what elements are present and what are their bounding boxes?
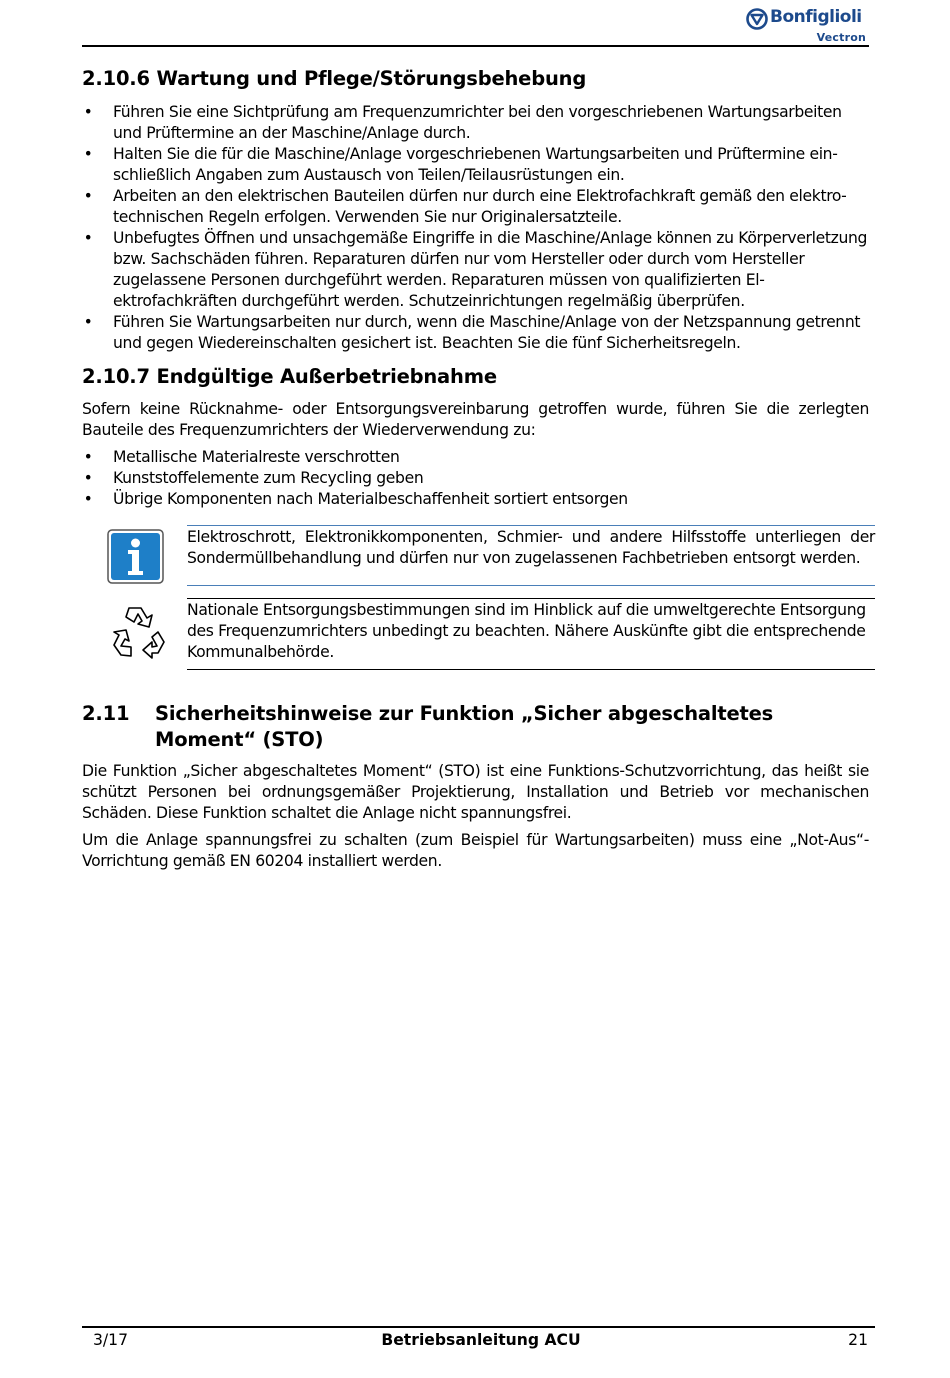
- heading-number: 2.11: [82, 702, 130, 725]
- environment-notice: [187, 598, 875, 670]
- sto-paragraph-2: Um die Anlage spannungsfrei zu schalten (zum Beispiel für Wartungsarbeiten) muss eine „Not-Aus“-Vorrichtung gemäß EN 60204 installiert werden.: [82, 831, 869, 870]
- bullet-icon: •: [83, 229, 93, 247]
- decommission-intro: Sofern keine Rücknahme- oder Entsorgungsvereinbarung getroffen wurde, führen Sie die zerlegten Bauteile des Frequenzumrichters der Wiederverwendung zu:: [82, 400, 869, 439]
- header-divider: [82, 45, 869, 47]
- footer-document-title: Betriebsanleitung ACU: [381, 1331, 581, 1349]
- page-content: [82, 66, 875, 872]
- list-item: • Halten Sie die für die Maschine/Anlage vorgeschriebenen Wartungsarbeiten und Prüftermine einschließlich Angaben zum Austausch von Teilen/Teilausrüstungen ein.: [83, 145, 838, 184]
- footer-edition: 3/17: [93, 1331, 129, 1349]
- logo-subtitle: Vectron: [816, 31, 866, 44]
- bullet-icon: •: [83, 469, 93, 487]
- bullet-icon: •: [83, 103, 93, 121]
- bullet-icon: •: [83, 490, 93, 508]
- info-notice-text: Elektroschrott, Elektronikkomponenten, Schmier- und andere Hilfsstoffe unterliegen der Sondermüllbehandlung und dürfen nur von zugelassenen Fachbetrieben entsorgt werden.: [187, 528, 875, 567]
- list-item: • Führen Sie eine Sichtprüfung am Frequenzumrichter bei den vorgeschriebenen Wartungsarbeiten und Prüftermine an der Maschine/Anlage durch.: [83, 103, 842, 142]
- bullet-icon: •: [83, 448, 93, 466]
- list-item: • Arbeiten an den elektrischen Bauteilen dürfen nur durch eine Elektrofachkraft gemäß den elektrotechnischen Regeln erfolgen. Verwenden Sie nur Originalersatzteile.: [83, 187, 847, 226]
- bullet-icon: •: [83, 145, 93, 163]
- list-item: • Übrige Komponenten nach Materialbeschaffenheit sortiert entsorgen: [83, 490, 628, 508]
- list-item: • Führen Sie Wartungsarbeiten nur durch, wenn die Maschine/Anlage von der Netzspannung getrennt und gegen Wiedereinschalten gesichert ist. Beachten Sie die fünf Sicherheitsregeln.: [83, 313, 861, 352]
- logo-name: Bonfiglioli: [770, 7, 862, 27]
- info-notice: [187, 525, 875, 586]
- bullet-icon: •: [83, 187, 93, 205]
- heading-2-11: [82, 701, 869, 753]
- bullet-icon: •: [83, 313, 93, 331]
- footer-divider: [82, 1326, 875, 1328]
- environment-notice-text: Nationale Entsorgungsbestimmungen sind im Hinblick auf die umweltgerechte Entsorgung des Frequenzumrichters unbedingt zu beachten. Nähere Auskünfte gibt die entsprechende Kommunalbehörde.: [187, 601, 866, 661]
- heading-2-10-6: 2.10.6 Wartung und Pflege/Störungsbehebung: [82, 67, 587, 90]
- brand-logo: [746, 6, 870, 46]
- page-number: 21: [848, 1331, 868, 1349]
- recycle-icon: [107, 602, 171, 664]
- heading-2-10-7: 2.10.7 Endgültige Außerbetriebnahme: [82, 365, 497, 388]
- disposal-list: [82, 447, 869, 510]
- sto-paragraph-1: Die Funktion „Sicher abgeschaltetes Moment“ (STO) ist eine Funktions-Schutzvorrichtung, das heißt sie schützt Personen bei ordnungsgemäßer Projektierung, Installation und Betrieb vor mechanischen Schäden. Diese Funktion schaltet die Anlage nicht spannungsfrei.: [82, 762, 869, 822]
- maintenance-list: [82, 102, 869, 354]
- info-icon: [107, 529, 164, 584]
- heading-title: Sicherheitshinweise zur Funktion „Sicher abgeschaltetes Moment“ (STO): [155, 702, 774, 751]
- list-item: • Metallische Materialreste verschrotten: [83, 448, 400, 466]
- bonfiglioli-logo-icon: [746, 8, 768, 30]
- list-item: • Unbefugtes Öffnen und unsachgemäße Eingriffe in die Maschine/Anlage können zu Körperverletzung bzw. Sachschäden führen. Reparaturen dürfen nur vom Hersteller oder durch vom Hersteller zugelassene Personen durchgeführt werden. Reparaturen müssen von qualifizierten Elektrofachkräften durchgeführt werden. Schutzeinrichtungen regelmäßig überprüfen.: [83, 229, 868, 310]
- list-item: • Kunststoffelemente zum Recycling geben: [83, 469, 424, 487]
